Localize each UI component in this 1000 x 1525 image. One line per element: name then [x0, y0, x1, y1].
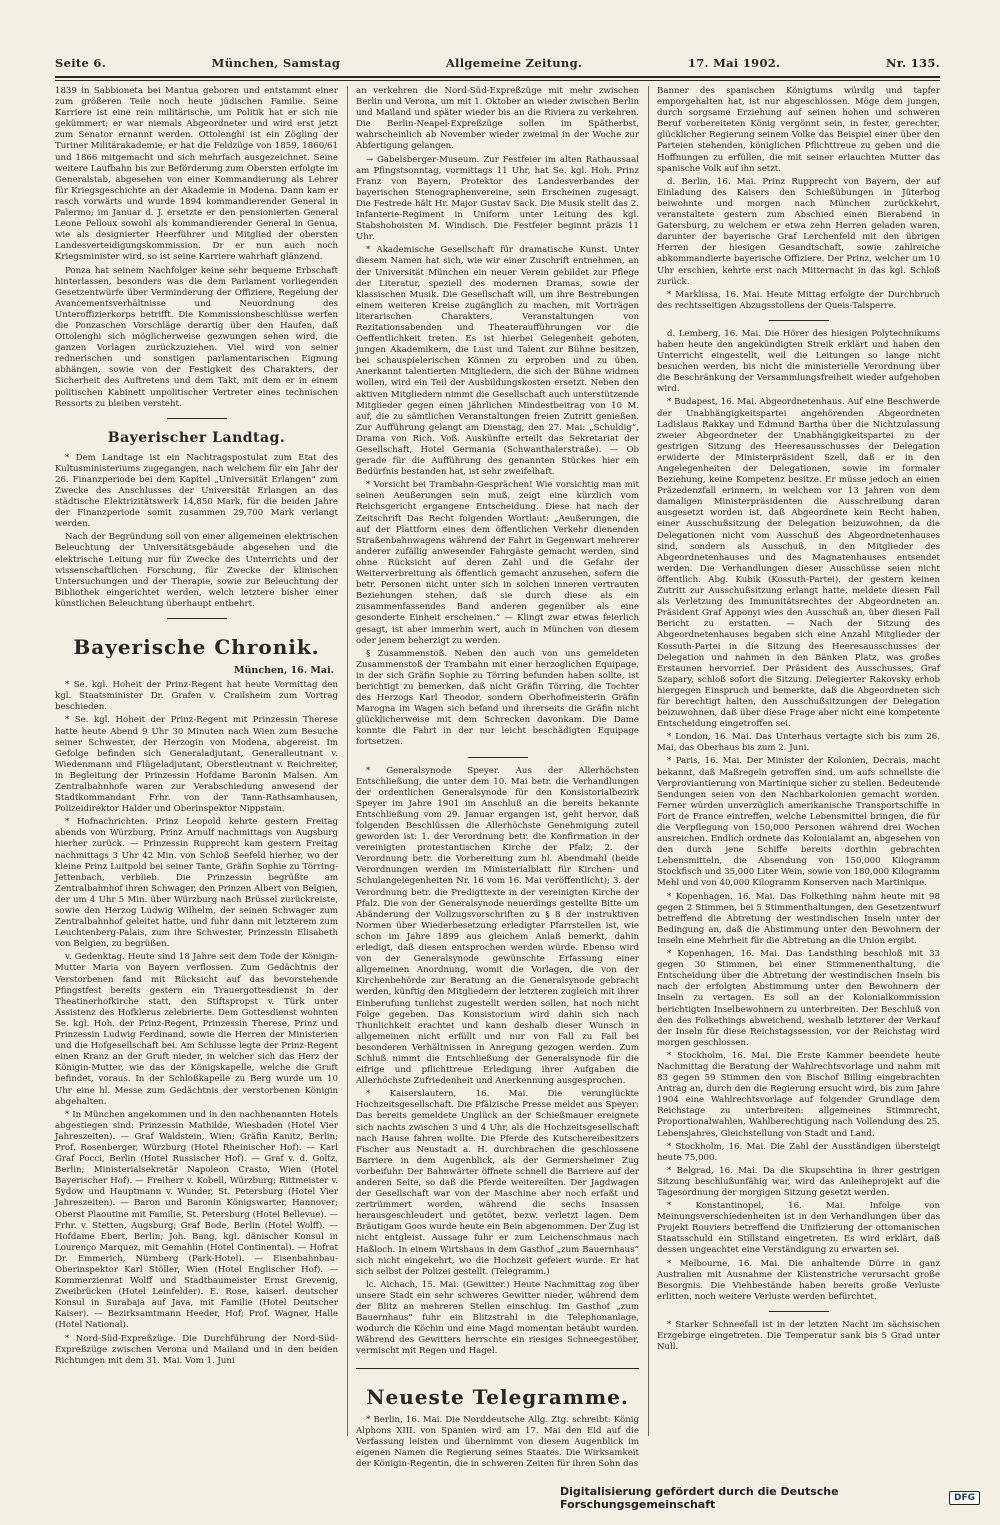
article-paragraph: * Paris, 16. Mai. Der Minister der Kolonien, Decrais, macht bekannt, daß Maßregeln getroffen sind, um aufs schnellste die Verproviantierung von Martinique sicher zu stellen. Bedeutende Sendungen seien von den Nachbarkolonien gemacht worden. Ferner würden unverzüglich amerikanische Transportschiffe in Fort de France eintreffen, welche Lebensmittel bringen, die für die Verpflegung von 150,000 Personen während drei Wochen ausreichen. Endlich ordnete das Kolonialamt an, abgesehen von den durch jene Schiffe bereits dorthin gebrachten Lebensmitteln, die Absendung von 150,000 Kilogramm Stockfisch und 35,000 Liter Wein, sowie von 180,000 Kilogramm Mehl und von 40,000 Kilogramm Konserven nach Martinique. [657, 756, 940, 889]
article-paragraph: Ponza hat seinem Nachfolger keine sehr bequeme Erbschaft hinterlassen, besonders was die dem Parlament vorliegenden Gesetzentwürfe über Verminderung der Offiziere, Regelung der Avancementsverhältnisse und Neuordnung des Unteroffizierkorps betrifft. Die Kommissionsbeschlüsse werfen die Ponzaschen Vorschläge derartig über den Haufen, daß Ottolenghi sich möglicherweise gezwungen sehen wird, die ganzen Vorlagen zurückzuziehen. Viel wird von seiner rednerischen und sonstigen parlamentarischen Eignung abhängen, sowie von der Festigkeit des Charakters, der Sicherheit des Auftretens und dem Takt, mit dem er in einem politischen Kabinett unpolitischer Vertreter eines technischen Ressorts zu bleiben versteht. [55, 265, 338, 409]
separator-rule [769, 1311, 829, 1312]
article-paragraph: → Gabelsberger-Museum. Zur Festfeier im alten Rathaussaal am Pfingstsonntag, vormittags 11 Uhr, hat Se. kgl. Hoh. Prinz Franz von Bayern, Protektor des Landesverbandes der bayerischen Stenographenvereine, sein Erscheinen zugesagt. Die Festrede hält Hr. Major Gustav Sack. Die Musik stellt das 2. Infanterie-Regiment in Uniform unter Leitung des kgl. Stabshoboisten M. Windisch. Die Festfeier beginnt präzis 11 Uhr. [356, 154, 639, 243]
article-paragraph: * Nord-Süd-Expreßzüge. Die Durchführung der Nord-Süd-Expreßzüge zwischen Verona und Mailand und in den beiden Richtungen mit dem 31. Mai. Vom 1. Juni [55, 1333, 338, 1366]
article-paragraph: * Belgrad, 16. Mai. Da die Skupschtina in ihrer gestrigen Sitzung beschlußunfähig war, wird das Anleiheprojekt auf die Tagesordnung der morgigen Sitzung gesetzt werden. [657, 1165, 940, 1198]
section-heading: Bayerischer Landtag. [107, 429, 286, 446]
header-rule-thin [55, 80, 940, 81]
column-2 [356, 86, 639, 1469]
article-paragraph: Nach der Begründung soll von einer allgemeinen elektrischen Beleuchtung der Universitätsgebäude abgesehen und die elektrische Leitung nur für Zwecke des Unterrichts und der wissenschaftlichen Forschung, für Zwecke der klinischen Untersuchungen und der Therapie, sowie zur Beleuchtung der Bibliothek eingerichtet werden, welch letztere bisher einer künstlichen Beleuchtung überhaupt entbehrt. [55, 532, 338, 609]
article-paragraph: * Se. kgl. Hoheit der Prinz-Regent mit Prinzessin Therese hatte heute Abend 9 Uhr 30 Minuten nach Wien zum Besuche seiner Schwester, der Herzogin von Modena, abgereist. Im Gefolge befinden sich Generaladjutant, Generalleutnant v. Wiedenmann und Flügeladjutant, Oberstleutnant v. Reichreiter, in Begleitung der Prinzessin Hofdame Baronin Malsen. Am Zentralbahnhofe waren zur Verabschiedung anwesend der Stadtkommandant Frhr. von der Tann-Rathsamhausen, Polizeidirektor Halder und Oberinspektor Nippstain. [55, 715, 338, 815]
article-paragraph: * Budapest, 16. Mai. Abgeordnetenhaus. Auf eine Beschwerde der Unabhängigkeitspartei angehörenden Abgeordneten Ladislaus Rakkay und Edmund Bartha über die Nichtzulassung zweier Abgeordneter der Unabhängigkeitspartei zu der gestrigen Sitzung des Heeresausschusses der Delegation erwiderte der Ministerpräsident Szell, daß er in den Angelegenheiten der Delegationen, sowie im formaler Beziehung, keine Kompetenz besitze. Er müsse jedoch an einen Präzedenzfall erinnern, in welchem vor 13 Jahren von dem damaligen Ministerpräsidenten die Ausschreibung daran ausgesetzt worden ist, daß Abgeordnete kein Recht haben, einer Ausschußsitzung der Delegation beizuwohnen, da die Delegationen nicht vom Ausschuß des Abgeordnetenhauses sind, sondern als Ausschuß, in den Mitglieder des Abgeordnetenhauses und des Magnatenhauses entsendet werden. Die Verhandlungen dieser Ausschüsse seien nicht öffentlich. Abg. Kubik (Kossuth-Partei), der gestern keinen Zutritt zur Ausschußsitzung erlangt hatte, meldete diesen Fall als Verletzung des Immunitätsrechtes der Abgeordneten an. Präsident Graf Apponyi wies den Ausschuß an, über diesen Fall Bericht zu erstatten. — Nach der Sitzung des Abgeordnetenhauses begaben sich eine Anzahl Mitglieder der Kossuth-Partei in die Sitzung des Heeresausschusses der Delegation und nahmen in den Bänken Platz, was großes Erstaunen hervorrief. Der Präsident des Ausschusses, Graf Szapary, schloß sofort die Sitzung. Delegierter Rakovsky erhob hiergegen Einspruch und bemerkte, daß die Abgeordneten sich für berechtigt halten, den Ausschußsitzungen der Delegation beizuwohnen, daß über diese Frage aber nicht eine kompetente Entscheidung eingetroffen sei. [657, 397, 940, 730]
issue-date: 17. Mai 1902. [687, 56, 781, 70]
column-divider [347, 86, 348, 1436]
dfg-logo: DFG [949, 1491, 980, 1505]
article-paragraph: * Kopenhagen, 16. Mai. Das Folkething nahm heute mit 98 gegen 2 Stimmen, bei 5 Stimmenthaltungen, den Gesetzentwurf betreffend die Abtretung der westindischen Inseln unter der Bedingung an, daß die Abstimmung unter den Bewohnern der Inseln eine Mehrheit für die Abtretung an die Union ergibt. [657, 891, 940, 946]
column-3 [657, 86, 940, 1436]
article-paragraph: § Zusammenstoß. Neben den auch von uns gemeldeten Zusammenstoß der Trambahn mit einer herzoglichen Equipage, in der sich Gräfin Sophie zu Törring befunden haben sollte, ist berichtigt zu bemerken, daß nicht Gräfin Törring, die Tochter des Herzogs Karl Theodor, sondern Oberhofmeisterin Gräfin Marogna im Wagen sich befand und ihrerseits die Gräfin nicht glücklicherweise mit dem Schrecken davonkam. Die Dame konnte die Fahrt in der nur leicht beschädigten Equipage fortsetzen. [356, 648, 639, 748]
header-rule [55, 76, 940, 78]
article-paragraph: d. Lemberg, 16. Mai. Die Hörer des hiesigen Polytechnikums haben heute den angekündigten Streik erklärt und haben den Unterricht eingestellt, weil die Leitungen so lange nicht besuchen werden, bis nicht die ministerielle Verordnung über die Beschränkung der Versammlungsfreiheit wieder aufgehoben wird. [657, 328, 940, 395]
article-paragraph: lc. Aichach, 15. Mai. (Gewitter.) Heute Nachmittag zog über unsere Stadt ein sehr schweres Gewitter nieder, während dem der Blitz an mehreren Stellen einschlug. Im Gasthof „zum Bauernhaus“ fuhr ein Blitzstrahl in die Telephonanlage, wodurch die Köchin und eine Magd momentan betäubt wurden. Während des Gewitters herrschte ein riesiges Schneegestöber, vermischt mit Regen und Hagel. [356, 1279, 639, 1357]
separator-rule [356, 1368, 639, 1369]
article-paragraph: * Vorsicht bei Trambahn-Gesprächen! Wie vorsichtig man mit seinen Aeußerungen sein muß, zeigt eine kürzlich vom Reichsgericht ergangene Entscheidung. Diese hat nach der Zeitschrift Das Recht folgenden Wortlaut: „Aeußerungen, die auf der Plattform eines dem öffentlichen Verkehr dienenden Straßenbahnwagens während der Fahrt in Gegenwart mehrerer anderer zufällig anwesender Fahrgäste gemacht werden, sind ohne Rücksicht auf deren Zahl und die Gefahr der Weiterverbreitung als öffentlich gemacht anzusehen, sofern die betr. Personen nicht unter sich in solchen inneren vertrauten Beziehungen stehen, daß sie durch diese als ein zusammenfassendes Band anderen gegenüber als eine gesonderte Einheit erscheinen.“ — Klingt zwar etwas feierlich gesagt, ist aber immerhin wert, auch in München von diesem oder jenem beherzigt zu werden. [356, 480, 639, 646]
article-paragraph: 1839 in Sabbioneta bei Mantua geboren und entstammt einer zum größeren Teile noch heute jüdischen Familie. Seine Karriere ist eine rein militärische, um Politik hat er sich nie gekümmert; er war niemals Abgeordneter und wird erst jetzt zum Senator ernannt werden. Ottolenghi ist ein Zögling der Turiner Militärakademie; er hat die Feldzüge von 1859, 1860/61 und 1866 mitgemacht und sich mehrfach ausgezeichnet. Seine weitere Laufbahn bis zur Beförderung zum Obersten erfolgte im Generalstab, abgesehen von einer Kommandierung als Lehrer für Kriegsgeschichte an der Akademie in Modena. Dann kam er rasch vorwärts und wurde 1894 kommandierender General in Palermo; im Januar d. J. ersetzte er den pensionierten General Leone Pelloux sowohl als kommandierender General in Genua, wie als designierter Heerführer und Mitglied der obersten Landesverteidigungskommission. Dr er nun auch noch Kriegsminister wird, so ist seine Karriere wahrhaft glänzend. [55, 86, 338, 263]
newspaper-page [55, 52, 940, 1469]
issue-number: Nr. 135. [886, 56, 940, 70]
article-paragraph: * Se. kgl. Hoheit der Prinz-Regent hat heute Vormittag den kgl. Staatsminister Dr. Grafen v. Crailsheim zum Vortrag beschieden. [55, 680, 338, 713]
article-paragraph: * Kaiserslautern, 16. Mai. Die verunglückte Hochzeitsgesellschaft. Die Pfälzische Presse meldet aus Speyer: Das bereits gemeldete Unglück an der Schießmauer ereignete sich nachts zwischen 3 und 4 Uhr, als die Hochzeitsgesellschaft nach Hause fahren wollte. Die Pferde des Kutschereibesitzers Fischer aus Neustadt a. H. durchbrachen die geschlossene Barriere in dem Augenblick, als der Germersheimer Zug vorbeifuhr. Der Bahnwärter öffnete schnell die Barriere auf der anderen Seite, so daß die Pferde weitereilten. Der Jagdwagen der Gesellschaft war von der Maschine aber noch erfaßt und zertrümmert worden, während die sechs Insassen herausgeschleudert und getötet, bezw. verletzt lagen. Dem Bräutigam Goos wurde heute ein Bein abgenommen. Der Zug ist nicht entgleist. Aussage fuhr er zum Leichenschmaus nach Haßloch. In einem Wirtshaus in dem Gasthof „zum Bauernhaus“ sich nicht eingekehrt, wo die Hochzeit gefeiert wurde. Er hat sich selbst der Polizei gestellt. (Telegramm.) [356, 1089, 639, 1277]
newspaper-title: Allgemeine Zeitung. [445, 56, 583, 70]
dateline: München, 16. Mai. [233, 665, 334, 677]
article-paragraph: * Stockholm, 16. Mai. Die Erste Kammer beendete heute Nachmittag die Beratung der Wahlrechtsvorlage und nahm mit 83 gegen 59 Stimmen den von Bischof Billing eingebrachten Antrag an, durch den die Regierung ersucht wird, bis zum Jahre 1904 eine Wahlrechtsvorlage auf folgender Grundlage dem Reichstage zu unterbreiten: allgemeines Stimmrecht, Proportionalwahlen, Wahlberechtigung nach Vollendung des 25. Lebensjahres, Gleichstellung von Stadt und Land. [657, 1050, 940, 1139]
article-paragraph: * Starker Schneefall ist in der letzten Nacht im sächsischen Erzgebirge eingetreten. Die Temperatur sank bis 5 Grad unter Null. [657, 1319, 940, 1353]
header-place-day: München, Samstag [211, 56, 341, 70]
page-number: Seite 6. [55, 56, 107, 70]
separator-rule [769, 320, 829, 321]
article-paragraph: * Stockholm, 16. Mai. Die Zahl der Ausständigen übersteigt heute 75,000. [657, 1141, 940, 1163]
article-paragraph: * Dem Landtage ist ein Nachtragspostulat zum Etat des Kultusministeriums zugegangen, nach welchem für ein Jahr der 26. Finanzperiode bei dem Kapitel „Universität Erlangen“ zum Zwecke des Anschlusses der Universität Erlangen an das städtische Elektrizitätswerk 14,850 Mark, für die beiden Jahre der Finanzperiode somit zusammen 29,700 Mark verlangt werden. [55, 452, 338, 530]
separator-rule [468, 757, 528, 758]
article-paragraph: * Kopenhagen, 16. Mai. Das Landsthing beschloß mit 33 gegen 30 Stimmen, bei einer Stimmenenthaltung, die Entscheidung über die Abtretung der westindischen Inseln bis nach der erfolgten Abstimmung unter den Bewohnern der Inseln zu vertagen. Es soll an der Kolonialkommission berichtigten Inselbewohnern zu unterbreiten. Der Beschluß von den des Folkethings abweichend, weshalb letzterer der Verkauf der Inseln für diese Reichstagssession, vor der Reichstag wird morgen geschlossen. [657, 949, 940, 1048]
article-paragraph: * Hofnachrichten. Prinz Leopold kehrte gestern Freitag abends von Würzburg, Prinz Arnulf nachmittags von Augsburg hierher zurück. — Prinzessin Rupprecht kam gestern Freitag nachmittags 3 Uhr 42 Min. von Schloß Seefeld hierher, wo der kleine Prinz Luitpold bei seiner Tante, Gräfin Sophie zu Törring-Jettenbach, verblieb. Die Prinzessin begrüßte am Zentralbahnhof ihren Schwager, den Prinzen Albert von Belgien, der um 4 Uhr 5 Min. über Würzburg nach Brüssel zurückreiste, sowie den Herzog Ludwig Wilhelm, der seinen Schwager zum Zentralbahnhof geleitet hatte, und fuhr dann mit letzterem zum Leuchtenberg-Palais, zum ihre Schwester, Prinzessin Elisabeth von Belgien, zu begrüßen. [55, 817, 338, 950]
article-paragraph: * Berlin, 16. Mai. Die Norddeutsche Allg. Ztg. schreibt: König Alphons XIII. von Spanien wird am 17. Mai den Eid auf die Verfassung leisten und übernimmt von diesem Augenblick im eigenen Namen die Regierung seines Staates. Die Wirksamkeit der Königin-Regentin, die in schweren Zeiten für ihren Sohn das [356, 1414, 639, 1469]
separator-rule [167, 618, 227, 619]
page-header [55, 52, 940, 74]
separator-rule [167, 418, 227, 419]
article-paragraph: d. Berlin, 16. Mai. Prinz Rupprecht von Bayern, der auf Einladung des Kaisers den Schießübungen in Jüterbog beiwohnte und morgen nach München zurückkehrt, veranstaltete gestern zum Abschied einen Bierabend in Gatersburg, zu welchem er etwa zehn Herren geladen waren, darunter der bayerische Graf Lerchenfeld mit den übrigen Herren der hiesigen Gesandtschaft, sowie zahlreiche abkommandierte bayerische Offiziere. Der Prinz, welcher um 10 Uhr erschien, kehrte erst nach Mitternacht in das kgl. Schloß zurück. [657, 176, 940, 287]
article-paragraph: * Marklissa, 16. Mai. Heute Mittag erfolgte der Durchbruch des rechtsseitigen Abzugsstollens der Queis-Talsperre. [657, 289, 940, 311]
section-heading: Bayerische Chronik. [73, 635, 320, 660]
article-paragraph: Banner des spanischen Königtums würdig und tapfer emporgehalten hat, ist nur abgeschlossen. Möge dem jungen, durch sorgsame Erziehung auf seinen hohen und schweren Beruf vorbereiteten König vergönnt sein, in fester, gerechter, glücklicher Regierung seinem Volke das Beispiel einer über den Parteien stehenden, königlichen Pflichttreue zu geben und die Hoffnungen zu erfüllen, die mit seiner erlauchten Mutter das spanische Volk auf ihn setzt. [657, 86, 940, 174]
digitization-footer [560, 1485, 980, 1511]
column-divider [648, 86, 649, 1436]
column-1 [55, 86, 338, 1436]
article-paragraph: an verkehren die Nord-Süd-Expreßzüge mit mehr zwischen Berlin und Verona, um mit 1. Oktober an wieder zwischen Berlin und Mailand und später wieder bis an die Riviera zu verkehren. Die Berlin-Neapel-Expreßzüge sollen im Spätherbst, wahrscheinlich ab November wieder zweimal in der Woche zur Abfertigung gelangen. [356, 86, 639, 152]
section-heading: Neueste Telegramme. [366, 1384, 629, 1409]
footer-text: Digitalisierung gefördert durch die Deutsche Forschungsgemeinschaft [560, 1485, 839, 1511]
article-paragraph: * London, 16. Mai. Das Unterhaus vertagte sich bis zum 26. Mai, das Oberhaus bis zum 2. Juni. [657, 732, 940, 754]
article-paragraph: * Melbourne, 16. Mai. Die anhaltende Dürre in ganz Australien mit Ausnahme der Küstenstriche verursacht große Besorgnis. Die Viehbestände haben bereits große Verluste erlitten, noch weitere Verluste werden befürchtet. [657, 1258, 940, 1302]
article-paragraph: v. Gedenktag. Heute sind 18 Jahre seit dem Tode der Königin-Mutter Maria von Bayern verflossen. Zum Gedächtnis der Verstorbenen fand mit Rücksicht auf das bevorstehende Pfingstfest bereits gestern ein Trauergottesdienst in der Theatinerhofkirche statt, den Stiftspropst v. Türk unter Assistenz des Hofklerus zelebrierte. Dem Gottesdienst wohnten Se. kgl. Hoh. der Prinz-Regent, Prinzessin Therese, Prinz und Prinzessin Ludwig Ferdinand, sowie die Herren der Ministerien und die Hofgesellschaft bei. Am Schlusse legte der Prinz-Regent einen Kranz an der Gruft nieder, in welcher sich das Herz der Königin-Mutter, wie das der Königskapelle, welche die Gruft befindet, voraus. In der Schloßkapelle zu Berg wurde um 10 Uhr eine hl. Messe zum Gedächtnis der verstorbenen Königin abgehalten. [55, 952, 338, 1107]
article-paragraph: * In München angekommen und in den nachbenannten Hotels abgestiegen sind: Prinzessin Mathilde, Wiesbaden (Hotel Vier Jahreszeiten). — Graf Waldstein, Wien; Gräfin Kanitz, Berlin; Prof. Rosenberger, Würzburg (Hotel Rheinischer Hof). — Karl Graf Pocci, Berlin (Hotel Russischer Hof). — Graf v. d. Goltz, Berlin; Ministerialsekretär Napoleon Crasto, Wien (Hotel Bayerischer Hof). — Freiherr v. Kobell, Würzburg; Rittmeister v. Sydow und Hauptmann v. Wunder, St. Petersburg (Hotel Vier Jahreszeiten). — Baron und Baronin Königswarter, Hannover; Oberst Plaoutine mit Familie, St. Petersburg (Hotel Bellevue). — Frhr. v. Stetten, Augsburg; Graf Bode, Berlin (Hotel Wolff). — Hofdame Ebert, Berlin; Joh. Bang, kgl. dänischer Konsul in Lourenço Marquez, mit Gemahlin (Hotel Continental). — Hofrat Dr. Emmerich, Nürnberg (Park-Hotel). — Eisenbahnbau-Oberinspektor Karl Stöller, Wien (Hotel Englischer Hof). — Kommerzienrat Wolff und Stadtbaumeister Ernst Grevenig, Zweibrücken (Hotel Leinfelder). E. Rose, kaiserl. deutscher Konsul in Surabaja auf Java, mit Familie (Hotel Deutscher Kaiser). — Bezirksamtmann Heeder, Hof; Prof. Wagner, Halle (Hotel National). [55, 1109, 338, 1331]
article-paragraph: * Konstantinopel, 16. Mai. Infolge von Meinungsverschiedenheiten ist in den Verhandlungen über das Projekt Rouviers betreffend die Unifizierung der ottomanischen Staatsschuld ein Stillstand eingetreten. Es wird erklärt, daß dessen ungeachtet eine Verständigung zu erwarten sei. [657, 1201, 940, 1256]
article-paragraph: * Generalsynode Speyer. Aus der Allerhöchsten Entschließung, die unter dem 10. Mai betr. die Verhandlungen der ordentlichen Generalsynode für den Konsistorialbezirk Speyer im Jahre 1901 im Anschluß an die bereits bekannte Entschließung vom 29. Januar ergangen ist, geht hervor, daß folgenden Beschlüssen die Allerhöchste Genehmigung zuteil geworden ist: 1. der Verordnung betr. die Konfirmation in der vereinigten protestantischen Kirche der Pfalz; 2. der Verordnung betr. die Vorbereitung zum hl. Abendmahl (beide Verordnungen werden im Ministerialblatt für Kirchen- und Schulangelegenheiten Nr. 16 vom 16. Mai veröffentlicht); 3. der Verordnung betr. die Predigttexte in der vereinigten Kirche der Pfalz. Die von der Generalsynode neuerdings gestellte Bitte um Abänderung der Vollzugsvorschriften zu § 8 der instruktiven Normen über Wiederbesetzung erledigter Pfarrstellen ist, wie schon im Jahre 1899 aus gleichem Anlaß bemerkt, dahin erledigt, daß diesen entsprochen werden würde. Ebenso wird von der Generalsynode gewünschte Erfassung einer allgemeinen Anordnung, womit die Vorlagen, die von der Kirchenbehörde zur Beratung an die Generalsynode gebracht werden, künftig den Mitgliedern der letzteren zugleich mit ihrer Einberufung tunlichst zugestellt werden sollen, hat noch nicht Folge gegeben. Das Konsistorium wird dahin sich nach Thunlichkeit erachtet und kann deshalb dieser Wunsch in allgemeinen nicht erfüllt und nur von Fall zu Fall bei besonderen Verhältnissen in Anregung gezogen werden. Zum Schluß nimmt die Entschließung der Generalsynode für die eifrige und pflichttreue Erledigung ihrer Aufgaben die Allerhöchste Zufriedenheit und Anerkennung ausgesprochen. [356, 765, 639, 1087]
article-paragraph: * Akademische Gesellschaft für dramatische Kunst. Unter diesem Namen hat sich, wie wir einer Zuschrift entnehmen, an der Universität München ein neuer Verein gebildet zur Pflege der Literatur, speziell des modernen Dramas, sowie der klassischen Musik. Die Gesellschaft will, um ihre Bestrebungen einem weiteren Kreise zugänglich zu machen, mit Vorträgen literarischen Charakters, Veranstaltungen von Rezitationsabenden und Theateraufführungen vor die Oeffentlichkeit treten. Es ist hierbei Gelegenheit geboten, jungen Akademikern, die Lust und Talent zur Bühne besitzen, bei schauspielerischen Können zu erproben und zu üben. Anerkannt talentierten Mitgliedern, die sich der Bühne widmen wollen, wird ein Teil der Ausbildungskosten ersetzt. Neben den aktiven Mitgliedern nimmt die Gesellschaft auch unterstützende Mitglieder gegen einen jährlichen Mindestbeitrag von 10 M. auf, die zu sämtlichen Veranstaltungen freien Zutritt genießen. Zur Aufführung gelangt am Dienstag, den 27. Mai: „Schuldig“, Drama von Rich. Voß. Auskünfte erteilt das Sekretariat der Gesellschaft, Hotel Germania (Schwanthalerstraße). — Ob gerade für die Aufführung des genannten Stückes hier ein Bedürfnis bestanden hat, ist sehr zweifelhaft. [356, 245, 639, 478]
